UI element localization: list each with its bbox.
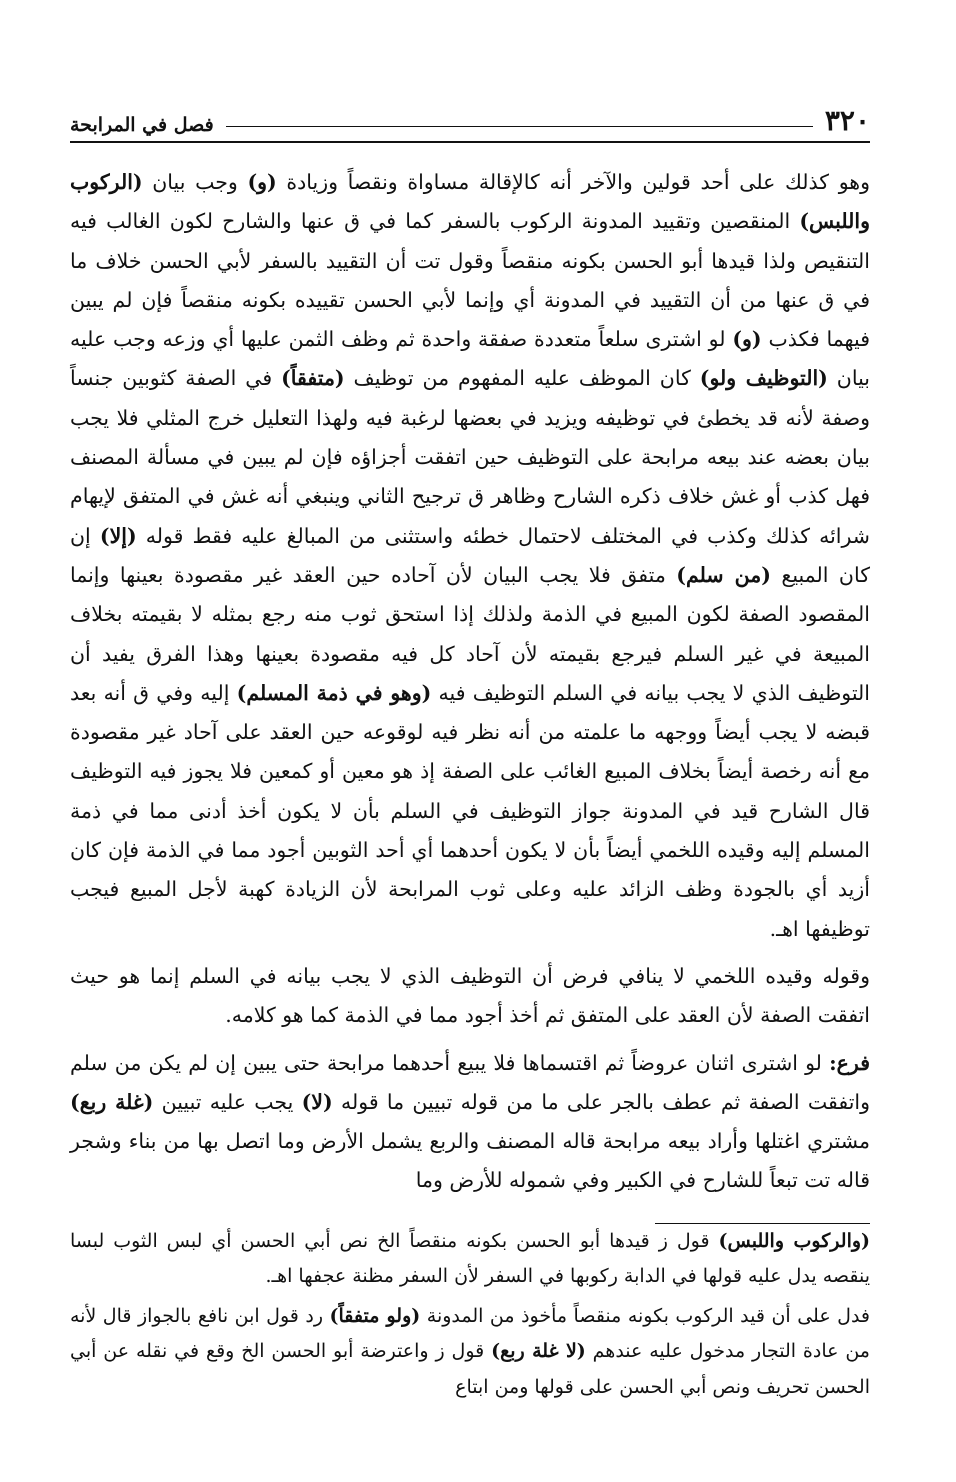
text-segment: كان الموظف عليه المفهوم من توظيف [344,366,700,391]
running-title: فصل في المرابحة [70,114,214,136]
matn-term: (والركوب واللبس) [718,1229,871,1252]
matn-term: (إلا) [99,523,137,548]
paragraph-1 [70,163,870,949]
text-segment: لو اشترى سلعاً متعددة صفقة واحدة ثم وظف الثمن عليها أي وزعه وجب عليه بيان [70,327,870,391]
text-segment: لو اشترى اثنان عروضاً ثم اقتسماها فلا يبيع أحدهما مرابحة حتى يبين إن لم يكن من سلم واتفقت الصفة ثم عطف بالجر على ما من قوله تبيين ما قوله [70,1050,870,1114]
text-segment: وجب بيان [142,170,248,194]
text-segment: مشتري اغتلها وأراد بيعه مرابحة قاله المصنف والربع يشمل الأرض وما اتصل بها من بناء وشجر قاله تت تبعاً للشارح في الكبير وفي شموله للأرض وما [70,1129,870,1193]
matn-term: (غلة ربع) [70,1089,154,1114]
paragraph-3 [70,1044,870,1201]
footnote-2 [70,1299,870,1406]
text-segment: المنقصين وتقييد المدونة الركوب بالسفر كما في ق عنها والشارح لكون الغالب فيه التنقيص ولذا قيدها أبو الحسن بكونه منقصاً وقول تت أن التقييد بالسفر لأبي الحسن خلاف ما في ق عنها من أن التقييد في المدونة أي وإنما لأبي الحسن تقييده بكونه منقصاً فإن لم يبين فيهما فكذب [70,209,870,352]
footnote-1 [70,1224,870,1295]
matn-term: (لا) [301,1089,333,1114]
text-segment: يجب عليه تبيين [153,1089,302,1114]
text-segment: إليه وفي ق أنه بعد قبضه لا يجب أيضاً ووجهه ما علمته من أنه نظر فيه لوقوعه حين العقد على آحاد غير مقصودة مع أنه رخصة أيضاً بخلاف المبيع الغائب على الصفة إذ هو معين أو كمعين فلا يجوز فيه التوظيف قال الشارح قيد في المدونة جواز التوظيف في السلم بأن لا يكون أخذ أدنى مما في ذمة المسلم إليه وقيده اللخمي أيضاً بأن لا يكون أحدهما أي أحد الثوبين أجود مما في الذمة فإن كان أزيد أي بالجودة وظف الزائد عليه وعلى ثوب المرابحة لأن الزيادة كهبة لأجل المبيع فيجب توظيفها اهـ. [70,680,870,941]
matn-term: (الركوب واللبس) [70,170,870,234]
matn-term: (لا غلة ربع) [491,1340,586,1363]
matn-term: (متفقاً) [281,366,345,391]
book-page [70,95,870,1405]
matn-term: (وهو في ذمة المسلم) [236,680,432,705]
text-segment: قول ز قيدها أبو الحسن بكونه منقصاً الخ نص أبي الحسن أي لبس الثوب لبسا ينقصه يدل عليه قولها في الدابة ركوبها في السفر لأن السفر مظنة عجفها اهـ. [70,1229,870,1288]
matn-term: (و) [732,327,762,352]
text-segment: في الصفة كثوبين جنساً وصفة لأنه قد يخطئ في توظيفه ويزيد في بعضها لرغبة فيه ولهذا التعليل خرج المثلي فلا يجب بيان بعضه عند بيعه مرابحة على التوظيف حين اتفقت أجزاؤه فإن لم يبين في مسألة المصنف فهل كذب أو غش خلاف ذكره الشارح وظاهر ق ترجيح الثاني وينبغي أنه غش في المتفق لإيهام شرائه كذلك وكذب في المختلف لاحتمال خطئه واستثنى من المبالغ عليه فقط قوله [70,366,870,548]
header-rule [226,126,813,127]
main-text [70,163,870,1201]
text-segment: فدل على أن قيد الركوب بكونه منقصاً مأخوذ من المدونة [420,1304,871,1327]
text-segment: رد قول ابن نافع بالجواز قال لأنه من عادة التجار مدخول عليه عندهم [70,1304,870,1363]
paragraph-2: وقوله وقيده اللخمي لا ينافي فرض أن التوظيف الذي لا يجب بيانه في السلم إنما هو حيث اتفقت الصفة لأن العقد على المتفق ثم أخذ أجود مما في الذمة كما هو كلامه. [70,963,870,1028]
header-divider [70,141,870,143]
matn-term: (من سلم) [676,562,771,587]
running-header [70,95,870,135]
text-segment: متفق فلا يجب البيان لأن آحاده حين العقد غير مقصودة بعينها وإنما المقصود الصفة لكون المبيع في الذمة ولذلك إذا استحق ثوب منه رجع بمثله لا بقيمته بخلاف المبيعة في غير السلم فيرجع بقيمته لأن آحاد كل فيه مقصودة بعينها وهذا الفرق يفيد أن التوظيف الذي لا يجب بيانه في السلم التوظيف فيه [70,562,870,705]
matn-term: (ولو متفقاً) [329,1304,421,1327]
text-segment: قول ز واعترضة أبو الحسن الخ وقع في نقله عن أبي الحسن تحريف ونص أبي الحسن على قولها ومن ابتاع [70,1340,870,1398]
matn-term: (و) [247,170,277,194]
page-number: ٣٢٠ [824,104,870,137]
matn-term: (التوظيف ولو) [699,366,828,391]
footnotes [70,1224,870,1406]
text-segment: وهو كذلك على أحد قولين والآخر أنه كالإقالة مساواة ونقصاً وزيادة [276,170,870,194]
far-label: فرع: [829,1050,870,1075]
text-segment: إن كان المبيع [70,523,870,587]
